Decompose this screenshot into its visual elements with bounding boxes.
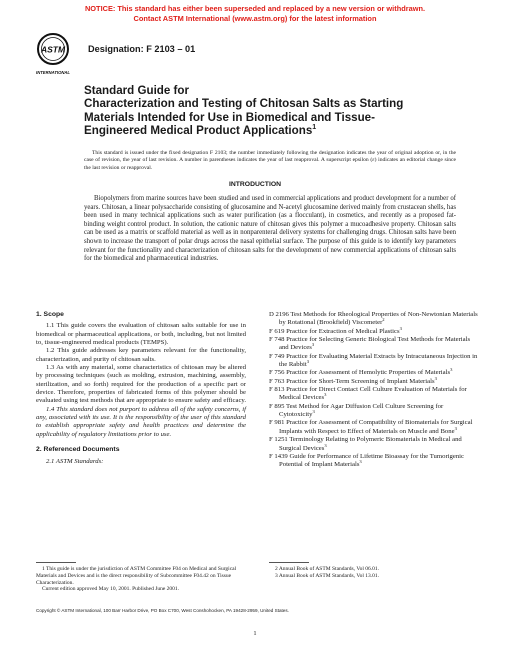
references-heading: 2. Referenced Documents xyxy=(36,446,120,454)
withdrawal-notice xyxy=(0,4,510,23)
reference-item: F 895 Test Method for Agar Diffusion Cell Culture Screening for Cytotoxicity$^3$ xyxy=(269,402,444,419)
footnotes-left xyxy=(36,566,248,593)
astm-standards-subheading: 2.1 ASTM Standards: xyxy=(46,457,104,465)
scope-paragraph-3: 1.3 As with any material, some characteristics of chitosan may be altered by processing techniques (such as molding, extrusion, machining, assembly, sterilization, and so forth) required for the production of a specific part or device. Therefore, properties of fabricated forms of this polymer should be evaluated using test methods that are appropriate to ensure safety and efficacy. xyxy=(36,364,247,405)
reference-item: F 1439 Guide for Performance of Lifetime Bioassay for the Tumorigenic Potential of Implant Materials$^3$ xyxy=(269,452,465,469)
scope-paragraph-1: 1.1 This guide covers the evaluation of chitosan salts suitable for use in biomedical or pharmaceutical applications, or both, including, but not limited to, tissue-engineered medical products (TEMPS). xyxy=(36,322,246,347)
logo-text: ASTM xyxy=(40,44,66,55)
right-column xyxy=(269,311,479,470)
scope-paragraph-4: 1.4 This standard does not purport to address all of the safety concerns, if any, associated with its use. It is the responsibility of the user of this standard to establish appropriate safety and health practices and determine the applicability of regulatory limitations prior to use. xyxy=(36,405,246,438)
footnote-3: 3 Annual Book of ASTM Standards, Vol 13.01. xyxy=(275,572,379,579)
astm-logo-icon xyxy=(36,32,70,78)
copyright-line: Copyright © ASTM International, 100 Barr Harbor Drive, PO Box C700, West Conshohocken, PA 19428-2959, United States. xyxy=(36,608,289,613)
introduction-text: Biopolymers from marine sources have been studied and used in commercial applications and product development for a number of years. Chitosan, a linear polysaccharide consisting of glucosamine and N-acetyl glucosamine derived mainly from crustacean shells, has been used in many technical applications such as water purification (as a flocculant), in cosmetics, and recently as a proposed fat-binding weight control product. In solution, the cationic nature of chitosan gives this polymer a mucoadhesive property. Chitosan salts can be used as a matrix or scaffold material as well as in nonparenteral delivery systems for challenging drugs. Chitosan salts have been shown to increase the transport of polar drugs across the nasal epithelial surface. The purpose of this guide is to identify key parameters relevant for the functionality and characterization of chitosan salts for the development of new commercial applications of chitosan salts for the biomedical and pharmaceutical industries. xyxy=(84,195,456,263)
scope-heading: 1. Scope xyxy=(36,311,64,318)
scope-paragraph-2: 1.2 This guide addresses key parameters relevant for the functionality, characterization, and purity of chitosan salts. xyxy=(36,347,246,363)
footnote-approval: Current edition approved May 10, 2001. Published June 2001. xyxy=(42,586,180,593)
standard-issuance-note: This standard is issued under the fixed designation F 2103; the number immediately following the designation indicates the year of original adoption or, in the case of revision, the year of last revision. A number in parentheses indicates the year of last reapproval. A superscript epsilon (ε) indicates an editorial change since the last revision or reapproval. xyxy=(84,150,456,171)
reference-item: F 749 Practice for Evaluating Material Extracts by Intracutaneous Injection in the Rabbit$^3$ xyxy=(269,352,478,369)
left-column xyxy=(36,311,246,466)
document-title xyxy=(84,84,456,138)
footnote-2: 2 Annual Book of ASTM Standards, Vol 06.01. xyxy=(275,566,379,572)
reference-item: F 1251 Terminology Relating to Polymeric Biomaterials in Medical and Surgical Devices$^3$ xyxy=(269,436,462,452)
reference-item: F 813 Practice for Direct Contact Cell Culture Evaluation of Materials for Medical Devices$^3$ xyxy=(269,386,467,402)
introduction-heading: INTRODUCTION xyxy=(228,181,282,188)
title-line-3: Materials Intended for Use in Biomedical and Tissue- xyxy=(84,110,375,124)
reference-item: F 619 Practice for Extraction of Medical Plastics$^3$ xyxy=(269,325,402,335)
footnotes-right xyxy=(269,566,479,580)
title-line-2: Characterization and Testing of Chitosan Salts as Starting xyxy=(84,97,404,111)
title-line-1: Standard Guide for xyxy=(84,84,189,97)
reference-item: D 2196 Test Methods for Rheological Properties of Non-Newtonian Materials by Rotational (Brookfield) Viscometer$^2$ xyxy=(269,311,478,327)
title-footnote-mark: 1 xyxy=(312,124,317,132)
reference-item: F 981 Practice for Assessment of Compatibility of Biomaterials for Surgical Implants with Respect to Effect of Materials on Muscle and Bone$^3$ xyxy=(269,419,473,435)
page-number: 1 xyxy=(253,630,257,637)
footnote-1: 1 This guide is under the jurisdiction of ASTM Committee F04 on Medical and Surgical Materials and Devices and is the direct responsibility of Subcommittee F04.42 on Tissue Characterization. xyxy=(36,566,237,586)
title-line-4: Engineered Medical Product Applications xyxy=(84,124,313,138)
reference-item: F 763 Practice for Short-Term Screening of Implant Materials$^3$ xyxy=(269,375,437,385)
notice-line-1: NOTICE: This standard has either been superseded and replaced by a new version or withdrawn. xyxy=(84,4,426,13)
designation: Designation: F 2103 – 01 xyxy=(88,44,196,54)
reference-item: F 756 Practice for Assessment of Hemolytic Properties of Materials$^3$ xyxy=(269,367,453,377)
notice-line-2: Contact ASTM International (www.astm.org) for the latest information xyxy=(133,13,377,23)
footnote-divider-left xyxy=(36,562,76,563)
footnote-divider-right xyxy=(269,562,309,563)
logo-subtext: INTERNATIONAL xyxy=(36,70,70,75)
reference-item: F 748 Practice for Selecting Generic Biological Test Methods for Materials and Devices$^3$ xyxy=(269,336,471,352)
